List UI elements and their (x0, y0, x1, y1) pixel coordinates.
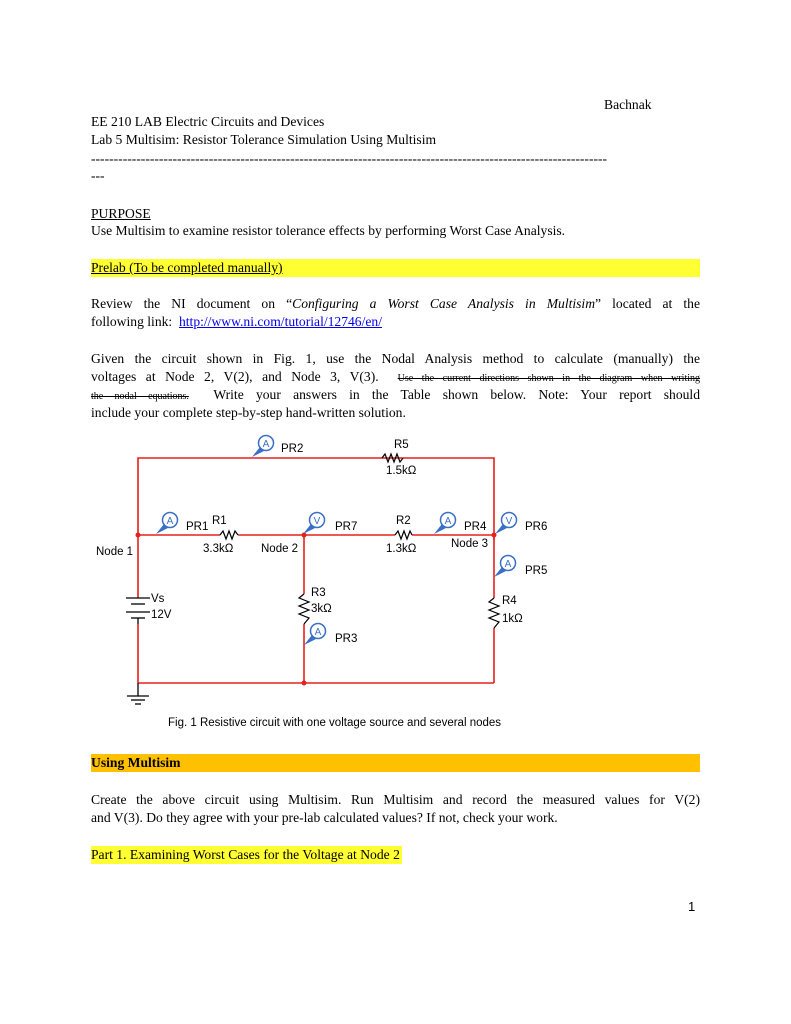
label-r1: R1 (212, 515, 227, 527)
label-pr7: PR7 (335, 521, 358, 533)
label-pr2: PR2 (281, 443, 304, 455)
page-number: 1 (688, 899, 696, 914)
label-pr4: PR4 (464, 521, 487, 533)
author: Bachnak (604, 97, 652, 112)
probe-pr2-mark: A (262, 439, 270, 450)
r1-resistor (220, 531, 238, 539)
review-text-b: ” located at the (595, 296, 700, 311)
given-line-4: include your complete step-by-step hand-written solution. (91, 405, 406, 420)
multisim-text-1: Create the above circuit using Multisim. Run Multisim and record the measured values for V(2) (91, 792, 700, 807)
given-text-3b: Write your answers in the Table shown below. Note: Your report should (213, 387, 700, 402)
probe-pr6-mark: V (505, 516, 513, 527)
label-pr1: PR1 (186, 521, 209, 533)
part1-heading: Part 1. Examining Worst Cases for the Voltage at Node 2 (91, 847, 400, 862)
probe-pr3-mark: A (314, 627, 322, 638)
label-vs-value: 12V (151, 609, 172, 621)
probe-pr5-mark: A (504, 559, 512, 570)
separator-tail: --- (91, 168, 105, 183)
probe-pr1-mark: A (166, 516, 174, 527)
multisim-heading-bar (91, 754, 700, 772)
label-pr6: PR6 (525, 521, 548, 533)
probe-pr7 (303, 513, 325, 535)
r2-resistor (395, 531, 412, 539)
probe-pr3 (304, 624, 326, 646)
vs-battery (126, 598, 150, 624)
figure-caption: Fig. 1 Resistive circuit with one voltage source and several nodes (168, 717, 502, 729)
r4-resistor (489, 598, 499, 628)
probe-pr7-mark: V (313, 516, 321, 527)
course-title: EE 210 LAB Electric Circuits and Devices (91, 114, 325, 129)
label-r3-value: 3kΩ (311, 603, 332, 615)
given-strike-3: the nodal equations. (91, 391, 189, 402)
label-pr5: PR5 (525, 565, 548, 577)
review-doc-title: Configuring a Worst Case Analysis in Multisim (292, 296, 596, 311)
label-r5: R5 (394, 439, 409, 451)
label-pr3: PR3 (335, 633, 358, 645)
label-r2: R2 (396, 515, 411, 527)
given-strike-2: Use the current directions shown in the diagram when writing (397, 373, 700, 384)
prelab-heading: Prelab (To be completed manually) (91, 260, 283, 275)
probe-pr1 (156, 513, 178, 535)
probe-pr6 (495, 513, 517, 535)
label-node2: Node 2 (261, 543, 299, 555)
ni-tutorial-link[interactable]: http://www.ni.com/tutorial/12746/en/ (178, 314, 382, 329)
label-r2-value: 1.3kΩ (386, 543, 417, 555)
probe-pr2 (252, 436, 274, 458)
given-line-1: Given the circuit shown in Fig. 1, use the Nodal Analysis method to calculate (manually) the (91, 351, 700, 366)
purpose-heading: PURPOSE (91, 206, 151, 221)
label-r5-value: 1.5kΩ (386, 465, 417, 477)
given-text-2a: voltages at Node 2, V(2), and Node 3, V(3). (91, 369, 379, 384)
review-text-a: Review the NI document on “ (91, 296, 293, 311)
multisim-text-2: and V(3). Do they agree with your pre-lab calculated values? If not, check your work. (91, 810, 558, 825)
probe-pr4-mark: A (444, 516, 452, 527)
label-r4-value: 1kΩ (502, 613, 523, 625)
r3-resistor (299, 594, 309, 624)
label-r1-value: 3.3kΩ (203, 543, 234, 555)
probe-pr4 (434, 513, 456, 535)
label-node1: Node 1 (96, 546, 134, 558)
lab-title: Lab 5 Multisim: Resistor Tolerance Simulation Using Multisim (91, 132, 437, 147)
probe-pr5 (494, 556, 516, 578)
label-r3: R3 (311, 587, 326, 599)
circuit-wires (138, 458, 494, 683)
label-vs: Vs (151, 593, 165, 605)
separator-line: ------------------------------------------------------------------------------------------------------------------ (91, 151, 608, 166)
purpose-text: Use Multisim to examine resistor tolerance effects by performing Worst Case Analysis. (91, 223, 566, 238)
label-r4: R4 (502, 595, 517, 607)
review-text-c: following link: (91, 314, 173, 329)
multisim-heading: Using Multisim (91, 755, 181, 770)
label-node3: Node 3 (451, 538, 489, 550)
ground-symbol (127, 683, 149, 704)
